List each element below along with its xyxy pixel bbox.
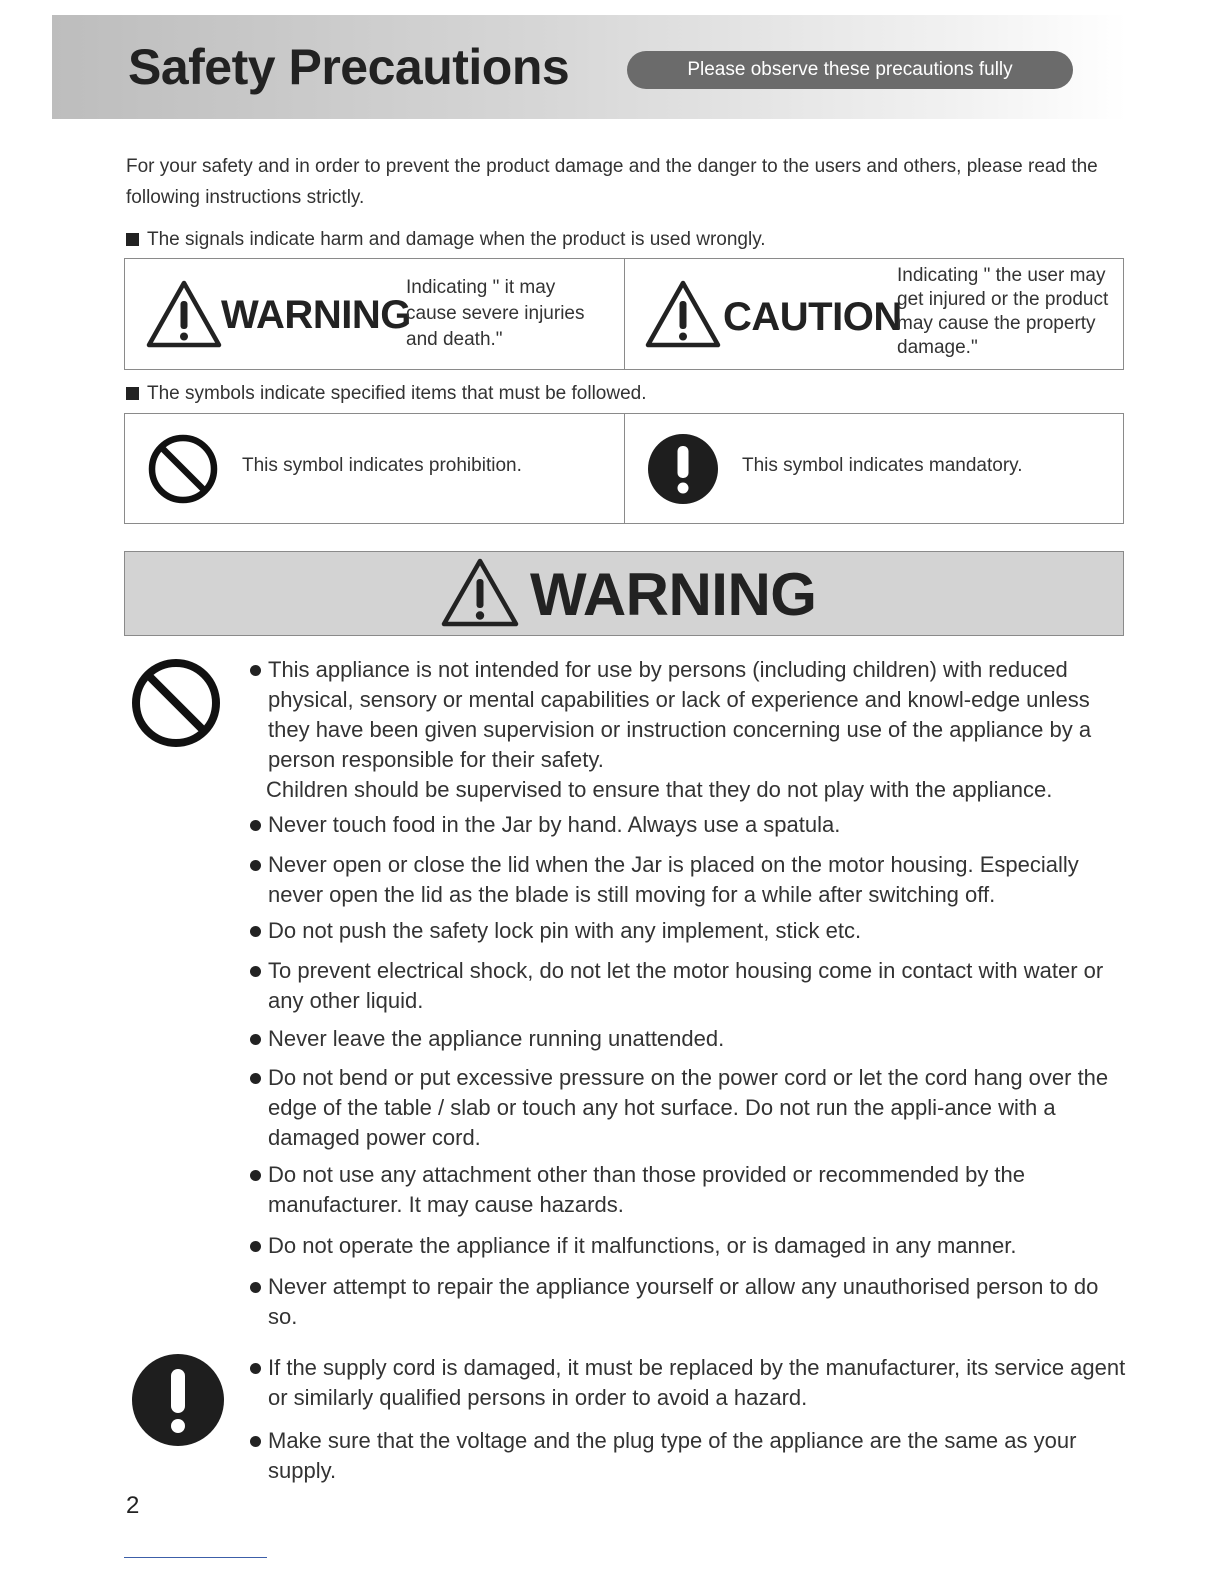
table-divider	[624, 414, 625, 523]
mandatory-icon	[131, 1353, 225, 1447]
caution-triangle-icon	[644, 279, 722, 349]
list-item: Never attempt to repair the appliance yourself or allow any unauthorised person to do so.	[250, 1272, 1130, 1332]
symbols-note-text: The symbols indicate specified items that must be followed.	[147, 383, 647, 404]
prohibition-description: This symbol indicates prohibition.	[242, 455, 522, 476]
square-bullet-icon	[126, 233, 139, 246]
intro-paragraph: For your safety and in order to prevent the product damage and the danger to the users and others, please read the following instructions strictly.	[126, 156, 1098, 208]
list-item: Never leave the appliance running unattended.	[250, 1024, 1130, 1054]
bullet-icon	[250, 926, 261, 937]
signal-table	[124, 258, 1124, 370]
bullet-icon	[250, 1170, 261, 1181]
list-item: Make sure that the voltage and the plug type of the appliance are the same as your supply.	[250, 1426, 1130, 1486]
warning-triangle-icon	[145, 279, 223, 349]
warning-banner-triangle-icon	[440, 557, 520, 628]
bullet-icon	[250, 665, 261, 676]
mandatory-description: This symbol indicates mandatory.	[742, 455, 1023, 476]
bullet-icon	[250, 1073, 261, 1084]
square-bullet-icon	[126, 387, 139, 400]
bullet-icon	[250, 1282, 261, 1293]
list-item: If the supply cord is damaged, it must be replaced by the manufacturer, its service agent or similarly qualified persons in order to avoid a hazard.	[250, 1353, 1135, 1413]
bullet-icon	[250, 1363, 261, 1374]
list-item: Do not push the safety lock pin with any implement, stick etc.	[250, 916, 1130, 946]
list-item: Do not bend or put excessive pressure on the power cord or let the cord hang over the edge of the table / slab or touch any hot surface. Do not run the appli-ance with a damaged power cord.	[250, 1063, 1130, 1153]
bullet-icon	[250, 1436, 261, 1447]
list-item: Never open or close the lid when the Jar is placed on the motor housing. Especially never open the lid as the blade is still moving for a while after switching off.	[250, 850, 1135, 910]
signals-note-text: The signals indicate harm and damage when the product is used wrongly.	[147, 229, 766, 250]
page-title: Safety Precautions	[128, 39, 570, 95]
list-item: Do not use any attachment other than those provided or recommended by the manufacturer. It may cause hazards.	[250, 1160, 1130, 1220]
bullet-icon	[250, 1241, 261, 1252]
header-subtitle-pill: Please observe these precautions fully	[627, 51, 1073, 89]
symbol-table	[124, 413, 1124, 524]
caution-signal-description: Indicating " the user may get injured or the product may cause the property damage."	[897, 265, 1109, 358]
warning-signal-word: WARNING	[221, 293, 411, 337]
prohibition-icon	[130, 657, 222, 749]
symbols-note	[126, 383, 647, 405]
warning-signal-description: Indicating " it may cause severe injuries and death."	[406, 277, 585, 350]
bullet-icon	[250, 1034, 261, 1045]
children-note: Children should be supervised to ensure that they do not play with the appliance.	[266, 777, 1053, 802]
bullet-icon	[250, 860, 261, 871]
list-item: Never touch food in the Jar by hand. Always use a spatula.	[250, 810, 1130, 840]
footer-rule	[124, 1557, 267, 1558]
signals-note	[126, 229, 766, 251]
list-item: Do not operate the appliance if it malfunctions, or is damaged in any manner.	[250, 1231, 1130, 1261]
warning-banner-title: WARNING	[530, 561, 817, 628]
list-item: To prevent electrical shock, do not let the motor housing come in contact with water or any other liquid.	[250, 956, 1130, 1016]
bullet-icon	[250, 820, 261, 831]
bullet-icon	[250, 966, 261, 977]
list-item: This appliance is not intended for use by persons (including children) with reduced physical, sensory or mental capabilities or lack of experience and knowl-edge unless they have been given supervision or instruction concerning use of the appliance by a person responsible for their safety.	[250, 655, 1130, 775]
prohibition-icon	[147, 433, 219, 505]
page-number: 2	[126, 1492, 140, 1519]
mandatory-icon	[647, 433, 719, 505]
table-divider	[624, 259, 625, 369]
caution-signal-word: CAUTION	[723, 295, 902, 339]
